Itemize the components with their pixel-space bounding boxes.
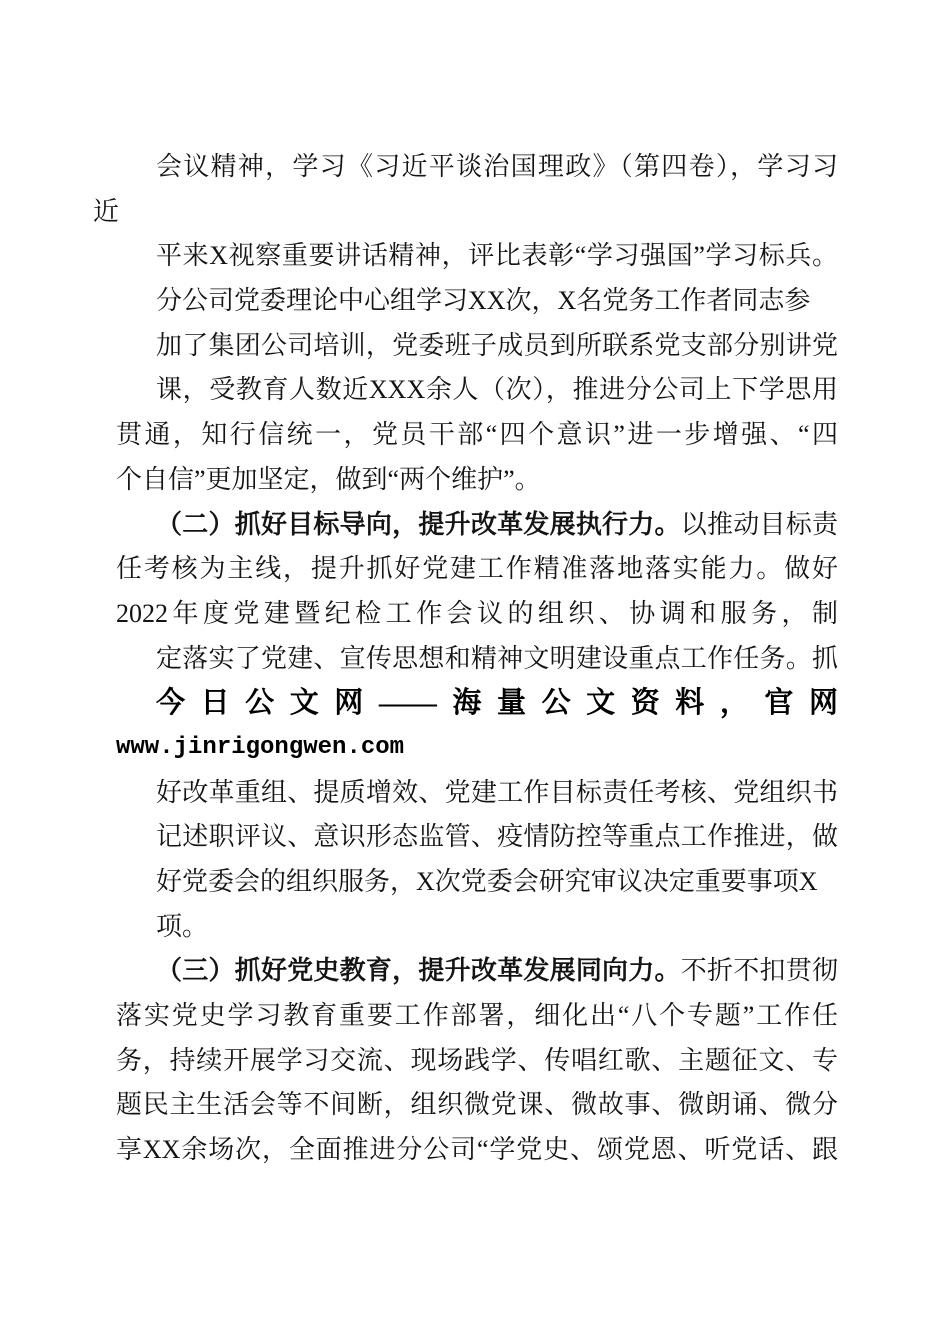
doc-line-text: 定落实了党建、宣传思想和精神文明建设重点工作任务。抓 <box>156 643 838 673</box>
doc-line-text: 近 <box>93 196 120 226</box>
doc-section-heading-2 <box>116 503 838 548</box>
doc-line-text: 会议精神，学习《习近平谈治国理政》（第四卷），学习习 <box>156 152 838 181</box>
doc-line-text: 任考核为主线，提升抓好党建工作精准落地落实能力。做好 <box>116 554 838 584</box>
doc-line <box>116 815 838 860</box>
doc-line <box>116 368 838 413</box>
doc-line-text: 好改革重组、提质增效、党建工作目标责任考核、党组织书 <box>156 777 838 807</box>
section-heading-text: （二）抓好目标导向，提升改革发展执行力。 <box>156 509 681 539</box>
doc-line <box>116 145 838 190</box>
doc-line <box>116 905 838 950</box>
doc-line-text: 记述职评议、意识形态监管、疫情防控等重点工作推进，做 <box>156 822 838 852</box>
doc-line <box>116 592 838 637</box>
doc-line-text: 享XX余场次，全面推进分公司“学党史、颂党恩、听党话、跟 <box>116 1135 838 1165</box>
doc-line <box>116 637 838 682</box>
section-heading-text: （三）抓好党史教育，提升改革发展同向力。 <box>156 956 681 986</box>
doc-line <box>116 860 838 905</box>
doc-line-text: 加了集团公司培训，党委班子成员到所联系党支部分别讲党 <box>156 330 838 360</box>
doc-line <box>116 234 838 279</box>
watermark-url-text: www.jinrigongwen.com <box>116 733 405 761</box>
doc-line-text: 2022年度党建暨纪检工作会议的组织、协调和服务，制 <box>116 598 838 628</box>
doc-line <box>116 994 838 1039</box>
doc-line-text: 贯通，知行信统一，党员干部“四个意识”进一步增强、“四 <box>116 420 838 450</box>
doc-line-text: 不折不扣贯彻 <box>680 956 838 986</box>
doc-line-text: 平来X视察重要讲话精神，评比表彰“学习强国”学习标兵。 <box>156 241 838 271</box>
doc-line-text: 个自信”更加坚定，做到“两个维护”。 <box>116 464 541 494</box>
watermark-url <box>116 726 838 771</box>
doc-line-text: 分公司党委理论中心组学习XX次，X名党务工作者同志参 <box>156 286 811 316</box>
doc-line <box>116 1128 838 1173</box>
doc-line <box>116 458 838 503</box>
doc-section-heading-3 <box>116 949 838 994</box>
document-text-block <box>93 145 838 1173</box>
doc-line-text: 务，持续开展学习交流、现场践学、传唱红歌、主题征文、专 <box>116 1045 838 1075</box>
doc-line-text: 好党委会的组织服务，X次党委会研究审议决定重要事项X <box>156 867 818 896</box>
doc-line <box>116 279 838 324</box>
doc-line <box>116 771 838 816</box>
doc-line-text: 落实党史学习教育重要工作部署，细化出“八个专题”工作任 <box>116 1001 838 1031</box>
doc-line <box>116 324 838 369</box>
doc-line-text: 以推动目标责 <box>680 509 838 539</box>
doc-line <box>116 547 838 592</box>
watermark-banner-text: 今日公文网——海量公文资料，官网 <box>156 687 838 720</box>
doc-line-text: 项。 <box>156 911 209 941</box>
doc-line <box>116 1083 838 1128</box>
doc-line <box>116 413 838 458</box>
doc-line <box>93 190 838 235</box>
watermark-banner <box>116 681 838 726</box>
doc-line-text: 课，受教育人数近XXX余人（次），推进分公司上下学思用 <box>156 375 838 405</box>
doc-line <box>116 1039 838 1084</box>
doc-line-text: 题民主生活会等不间断，组织微党课、微故事、微朗诵、微分 <box>116 1090 838 1120</box>
